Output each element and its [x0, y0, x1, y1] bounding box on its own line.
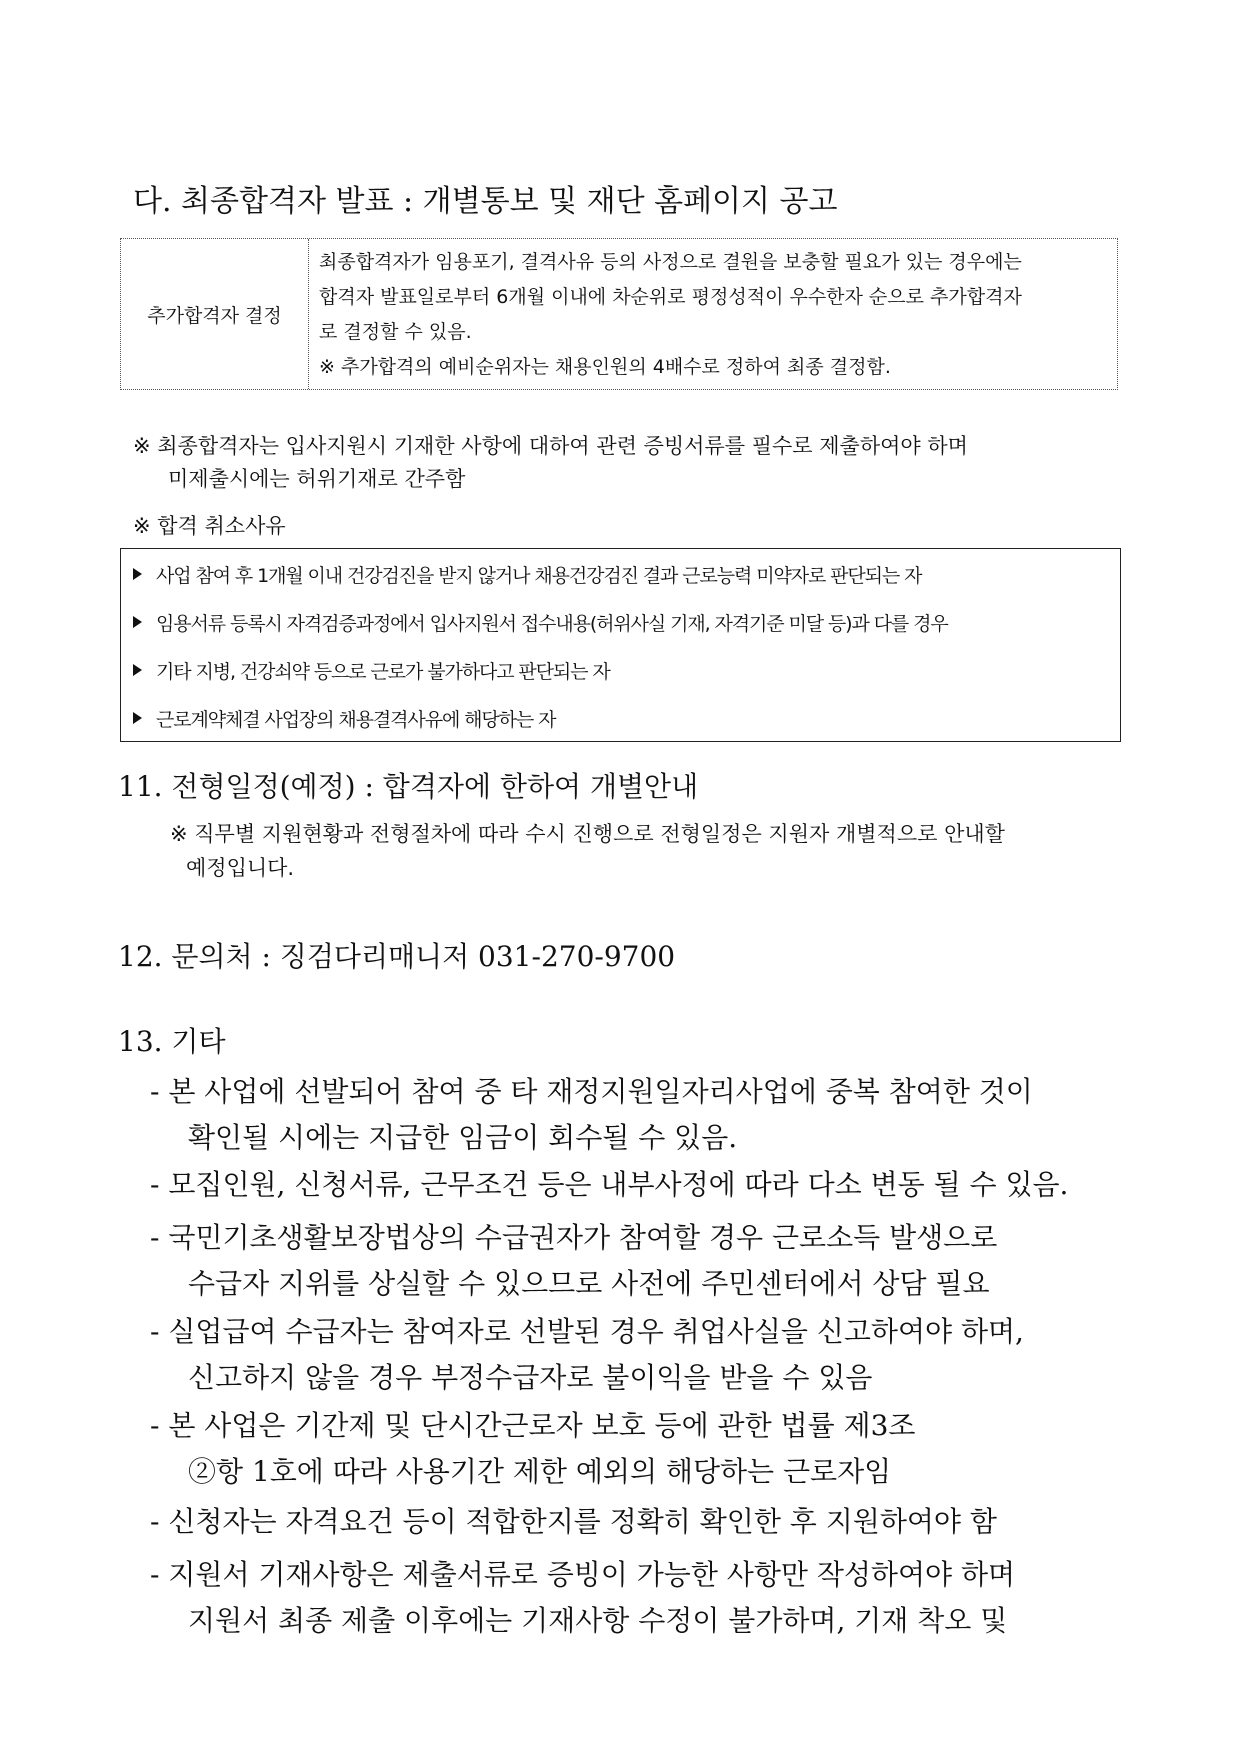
cancel-reason-item — [133, 703, 555, 733]
cancel-reason-text: 근로계약체결 사업장의 채용결격사유에 해당하는 자 — [156, 708, 556, 731]
etc-item-line: - 실업급여 수급자는 참여자로 선발된 경우 취업사실을 신고하여야 하며, — [150, 1315, 1024, 1348]
additional-pass-line: 로 결정할 수 있음. — [319, 321, 472, 343]
etc-item-line: - 모집인원, 신청서류, 근무조건 등은 내부사정에 따라 다소 변동 될 수 있음. — [150, 1168, 1069, 1201]
additional-pass-table — [120, 238, 1118, 390]
additional-pass-line: 최종합격자가 임용포기, 결격사유 등의 사정으로 결원을 보충할 필요가 있는 경우에는 — [319, 251, 1022, 273]
additional-pass-body — [319, 245, 1109, 385]
etc-item-line: 확인될 시에는 지급한 임금이 회수될 수 있음. — [188, 1121, 738, 1154]
proof-note-line2: 미제출시에는 허위기재로 간주함 — [168, 467, 466, 491]
section-d-title: 다. 최종합격자 발표 : 개별통보 및 재단 홈페이지 공고 — [133, 184, 838, 219]
cancel-reasons-title: ※ 합격 취소사유 — [133, 514, 286, 538]
etc-item-line: - 본 사업은 기간제 및 단시간근로자 보호 등에 관한 법률 제3조 — [150, 1409, 916, 1442]
additional-pass-line: 합격자 발표일로부터 6개월 이내에 차순위로 평정성적이 우수한자 순으로 추가합격자 — [319, 286, 1022, 308]
additional-pass-note: ※ 추가합격의 예비순위자는 채용인원의 4배수로 정하여 최종 결정함. — [319, 356, 891, 378]
cancel-reason-text: 임용서류 등록시 자격검증과정에서 입사지원서 접수내용(허위사실 기재, 자격기준 미달 등)과 다를 경우 — [156, 612, 948, 635]
cancel-reason-item — [133, 559, 921, 589]
cancel-reason-text: 기타 지병, 건강쇠약 등으로 근로가 불가하다고 판단되는 자 — [156, 660, 610, 683]
cancel-reason-item — [133, 607, 948, 637]
etc-item-line: - 신청자는 자격요건 등이 적합한지를 정확히 확인한 후 지원하여야 함 — [150, 1505, 997, 1538]
section-11-note-line1: ※ 직무별 지원현황과 전형절차에 따라 수시 진행으로 전형일정은 지원자 개별적으로 안내할 — [170, 822, 1005, 846]
etc-item-line: - 본 사업에 선발되어 참여 중 타 재정지원일자리사업에 중복 참여한 것이 — [150, 1075, 1033, 1108]
etc-item-line: - 국민기초생활보장법상의 수급권자가 참여할 경우 근로소득 발생으로 — [150, 1221, 998, 1254]
proof-note-line1: ※ 최종합격자는 입사지원시 기재한 사항에 대하여 관련 증빙서류를 필수로 제출하여야 하며 — [133, 434, 968, 458]
section-11-note-line2: 예정입니다. — [186, 856, 295, 880]
section-12-title: 12. 문의처 : 징검다리매니저 031-270-9700 — [118, 940, 676, 973]
section-13-title: 13. 기타 — [118, 1025, 226, 1058]
cancel-reasons-box — [120, 548, 1121, 742]
cancel-reason-item — [133, 655, 610, 685]
cancel-reason-text: 사업 참여 후 1개월 이내 건강검진을 받지 않거나 채용건강검진 결과 근로능력 미약자로 판단되는 자 — [156, 564, 922, 587]
additional-pass-label: 추가합격자 결정 — [121, 239, 309, 389]
etc-item-line: 지원서 최종 제출 이후에는 기재사항 수정이 불가하며, 기재 착오 및 — [188, 1604, 1008, 1637]
etc-item-line: 수급자 지위를 상실할 수 있으므로 사전에 주민센터에서 상담 필요 — [188, 1267, 990, 1300]
section-11-title: 11. 전형일정(예정) : 합격자에 한하여 개별안내 — [118, 770, 699, 803]
triangle-bullet-icon — [133, 616, 142, 628]
etc-item-line: - 지원서 기재사항은 제출서류로 증빙이 가능한 사항만 작성하여야 하며 — [150, 1558, 1016, 1591]
triangle-bullet-icon — [133, 712, 142, 724]
etc-item-line: ②항 1호에 따라 사용기간 제한 예외의 해당하는 근로자임 — [188, 1455, 892, 1488]
triangle-bullet-icon — [133, 664, 142, 676]
etc-item-line: 신고하지 않을 경우 부정수급자로 불이익을 받을 수 있음 — [188, 1361, 873, 1394]
triangle-bullet-icon — [133, 568, 142, 580]
